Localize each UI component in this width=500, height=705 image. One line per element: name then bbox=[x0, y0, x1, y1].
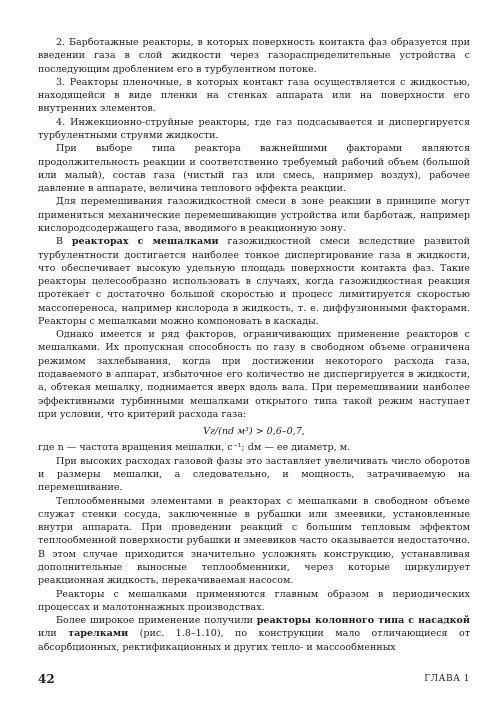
page-body bbox=[38, 36, 470, 654]
paragraph-reactor-choice: При выборе типа реактора важнейшими факторами являются продолжительность реакции и соответственно требуемый рабочий объем (большой или малый), состав газа (чистый газ или смесь, например воздух), рабочее давление в аппарате, величина теплового эффекта реакции. bbox=[38, 143, 470, 195]
page-footer bbox=[38, 672, 470, 686]
paragraph-lead: Более широкое применение получили bbox=[56, 615, 257, 627]
paragraph-film-reactors: 3. Реакторы пленочные, в которых контакт газа осуществляется с жидкостью, находящейся в виде пленки на стенках аппарата или на поверхности его внутренних элементов. bbox=[38, 76, 470, 115]
paragraph-heat-exchange: Теплообменными элементами в реакторах с мешалками в свободном объеме служат стенки сосуда, заключенные в рубашки или змеевики, установленные внутри аппарата. При проведении реакций с большим тепловым эффектом теплообменной поверхности рубашки и змеевиков часто оказывается недостаточно. В этом случае приходится значительно усложнять конструкцию, устанавливая дополнительные выносные теплообменники, через которые циркулирует реакционная жидкость, перекачиваемая насосом. bbox=[38, 495, 470, 587]
paragraph-mixing: Для перемешивания газожидкостной смеси в зоне реакции в принципе могут применяться механические перемешивающие устройства или барботаж, например кислородсодержащего газа, вводимого в реакционную зону. bbox=[38, 196, 470, 234]
paragraph-limitations: Однако имеется и ряд факторов, ограничивающих применение реакторов с мешалками. Их пропускная способность по газу в свободном объеме ограничена режимом захлебывания, когда при достижении некоторого расхода газа, подаваемого в аппарат, избыточное его количество не диспергируется в жидкости, а, обтекая мешалку, поднимается вверх вдоль вала. При перемешивании наиболее эффективными турбинными мешалками открытого типа такой режим наступает при условии, что критерий расхода газа: bbox=[38, 329, 470, 420]
gas-flow-formula: Vг/(nd м³) > 0,6–0,7, bbox=[203, 426, 305, 438]
paragraph-application: Реакторы с мешалками применяются главным образом в периодических процессах и малотоннажных производствах. bbox=[38, 588, 470, 613]
paragraph-lead: В bbox=[56, 236, 72, 248]
paragraph-high-gas-flow: При высоких расходах газовой фазы это заставляет увеличивать число оборотов и размеры мешалки, а следовательно, и мощность, затрачиваемую на перемешивание. bbox=[38, 455, 470, 494]
paragraph-tail: газожидкостной смеси вследствие развитой турбулентности достигается наиболее тонкое диспергирование газа в жидкости, что обеспечивает высокую удельную площадь поверхности контакта фаз. Такие реакторы целесообразно использовать в случаях, когда газожидкостная реакция протекает с достаточно большой скоростью и процесс лимитируется скоростью массопереноса, например кислорода в жидкость, т. е. диффузионными факторами. Реакторы с мешалками можно компоновать в каскады. bbox=[38, 236, 470, 327]
paragraph-injection-reactors: 4. Инжекционно-струйные реакторы, где газ подсасывается и диспергируется турбулентными струями жидкости. bbox=[38, 116, 470, 141]
paragraph-barbotage: 2. Барботажные реакторы, в которых поверхность контакта фаз образуется при введении газа в слой жидкости через газораспределительные устройства с последующим дроблением его в турбулентном потоке. bbox=[38, 37, 470, 75]
paragraph-mid: или bbox=[38, 628, 69, 640]
term-packed-column: реакторы колонного типа с насадкой bbox=[256, 615, 470, 627]
formula-legend: где n — частота вращения мешалки, с⁻¹; dм — ее диаметр, м. bbox=[38, 442, 351, 454]
paragraph-tail: (рис. 1.8–1.10), по конструкции мало отличающиеся от абсорбционных, ректификационных и других тепло- и массообменных bbox=[38, 628, 470, 653]
paragraph-column-reactors bbox=[38, 614, 470, 654]
chapter-label: ГЛАВА 1 bbox=[424, 674, 470, 684]
page-number: 42 bbox=[38, 672, 55, 686]
paragraph-stirred-reactors bbox=[38, 235, 470, 328]
term-stirred-reactors: реакторах с мешалками bbox=[71, 236, 219, 248]
term-trays: тарелками bbox=[68, 628, 129, 640]
